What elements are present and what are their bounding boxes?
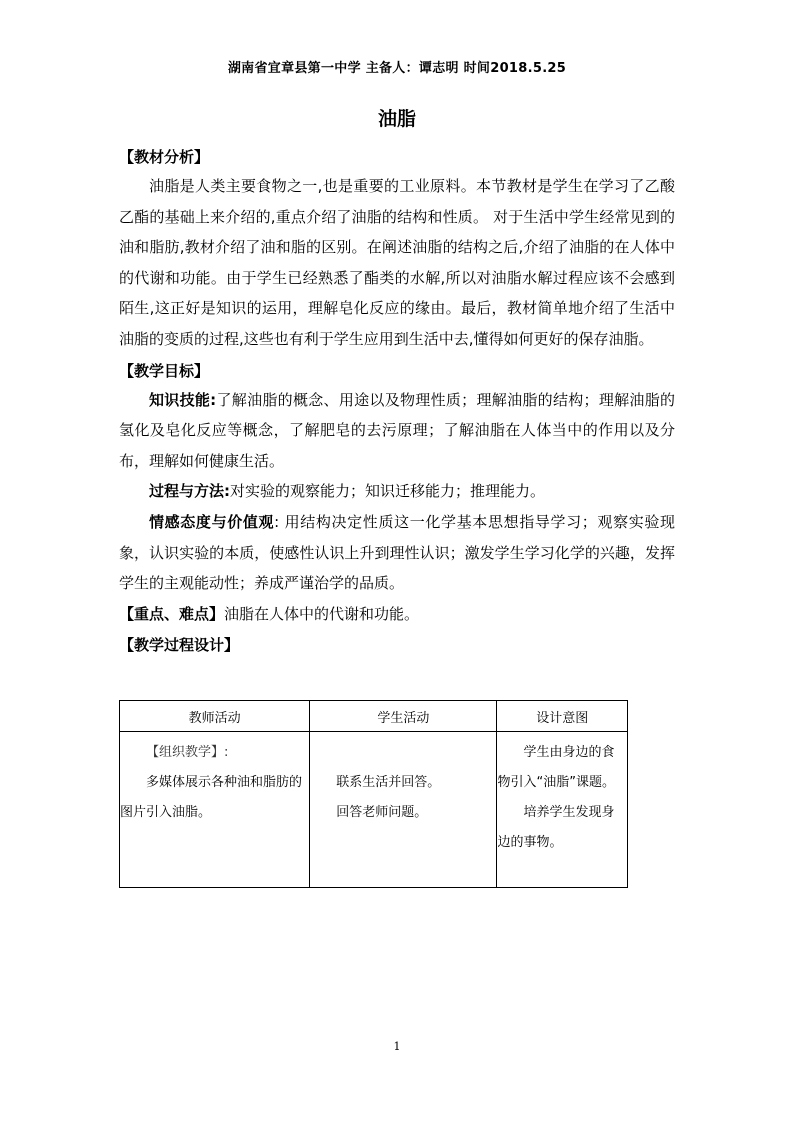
student-activity-line: 回答老师问题。 — [336, 805, 428, 820]
page-header: 湖南省宜章县第一中学 主备人：谭志明 时间2018.5.25 — [227, 61, 567, 76]
goal-process-paragraph — [119, 476, 675, 507]
design-intent-line: 培养学生发现身边的事物。 — [497, 805, 615, 850]
table-header-student: 学生活动 — [310, 701, 497, 732]
teacher-activity-cell — [120, 732, 310, 888]
document-title: 油脂 — [377, 108, 416, 130]
section-heading-process: 【教学过程设计】 — [119, 635, 240, 654]
student-activity-cell — [310, 732, 497, 888]
analysis-paragraph: 油脂是人类主要食物之一,也是重要的工业原料。本节教材是学生在学习了乙酸乙酯的基础上来介绍的,重点介绍了油脂的结构和性质。 对于生活中学生经常见到的油和脂肪,教材介绍了油和脂的区别。在阐述油脂的结构之后,介绍了油脂的在人体中的代谢和功能。由于学生已经熟悉了酯类的水解,所以对油脂水解过程应该不会感到陌生,这正好是知识的运用，理解皂化反应的缘由。最后，教材简单地介绍了生活中油脂的变质的过程,这些也有利于学生应用到生活中去,懂得如何更好的保存油脂。 — [119, 177, 675, 348]
goal-process-text: 对实验的观察能力；知识迁移能力；推理能力。 — [230, 482, 546, 501]
goal-knowledge-paragraph — [119, 385, 675, 477]
key-points-line — [119, 600, 675, 628]
goal-knowledge-label: 知识技能: — [149, 390, 217, 409]
section-heading-analysis: 【教材分析】 — [119, 148, 210, 166]
goal-emotion-paragraph — [119, 507, 675, 599]
key-points-text: 油脂在人体中的代谢和功能。 — [224, 604, 420, 623]
student-activity-line: 联系生活并回答。 — [336, 775, 441, 790]
goal-knowledge-text: 了解油脂的概念、用途以及物理性质；理解油脂的结构；理解油脂的氢化及皂化反应等概念，了解肥皂的去污原理；了解油脂在人体当中的作用以及分布，理解如何健康生活。 — [119, 390, 676, 470]
table-header-row — [120, 701, 628, 732]
section-heading-key-points: 【重点、难点】 — [119, 604, 225, 623]
teacher-stage-label: 【组织教学】: — [146, 745, 229, 760]
goal-process-label: 过程与方法: — [149, 482, 230, 501]
goal-emotion-label: 情感态度与价值观 — [149, 512, 275, 531]
design-intent-cell — [497, 732, 628, 888]
table-header-teacher: 教师活动 — [120, 701, 310, 732]
teacher-activity-text: 多媒体展示各种油和脂肪的图片引入油脂。 — [120, 775, 303, 820]
table-row — [120, 732, 628, 888]
goal-emotion-text: : 用结构决定性质这一化学基本思想指导学习；观察实验现象，认识实验的本质，使感性认识上升到理性认识；激发学生学习化学的兴趣，发挥学生的主观能动性；养成严谨治学的品质。 — [119, 512, 675, 593]
document-body — [119, 143, 675, 659]
table-header-intent: 设计意图 — [497, 701, 628, 732]
design-intent-line: 学生由身边的食物引入“油脂”课题。 — [497, 745, 615, 790]
teaching-process-table — [119, 700, 628, 888]
page-number: 1 — [393, 1040, 401, 1053]
section-heading-goals: 【教学目标】 — [119, 361, 210, 380]
